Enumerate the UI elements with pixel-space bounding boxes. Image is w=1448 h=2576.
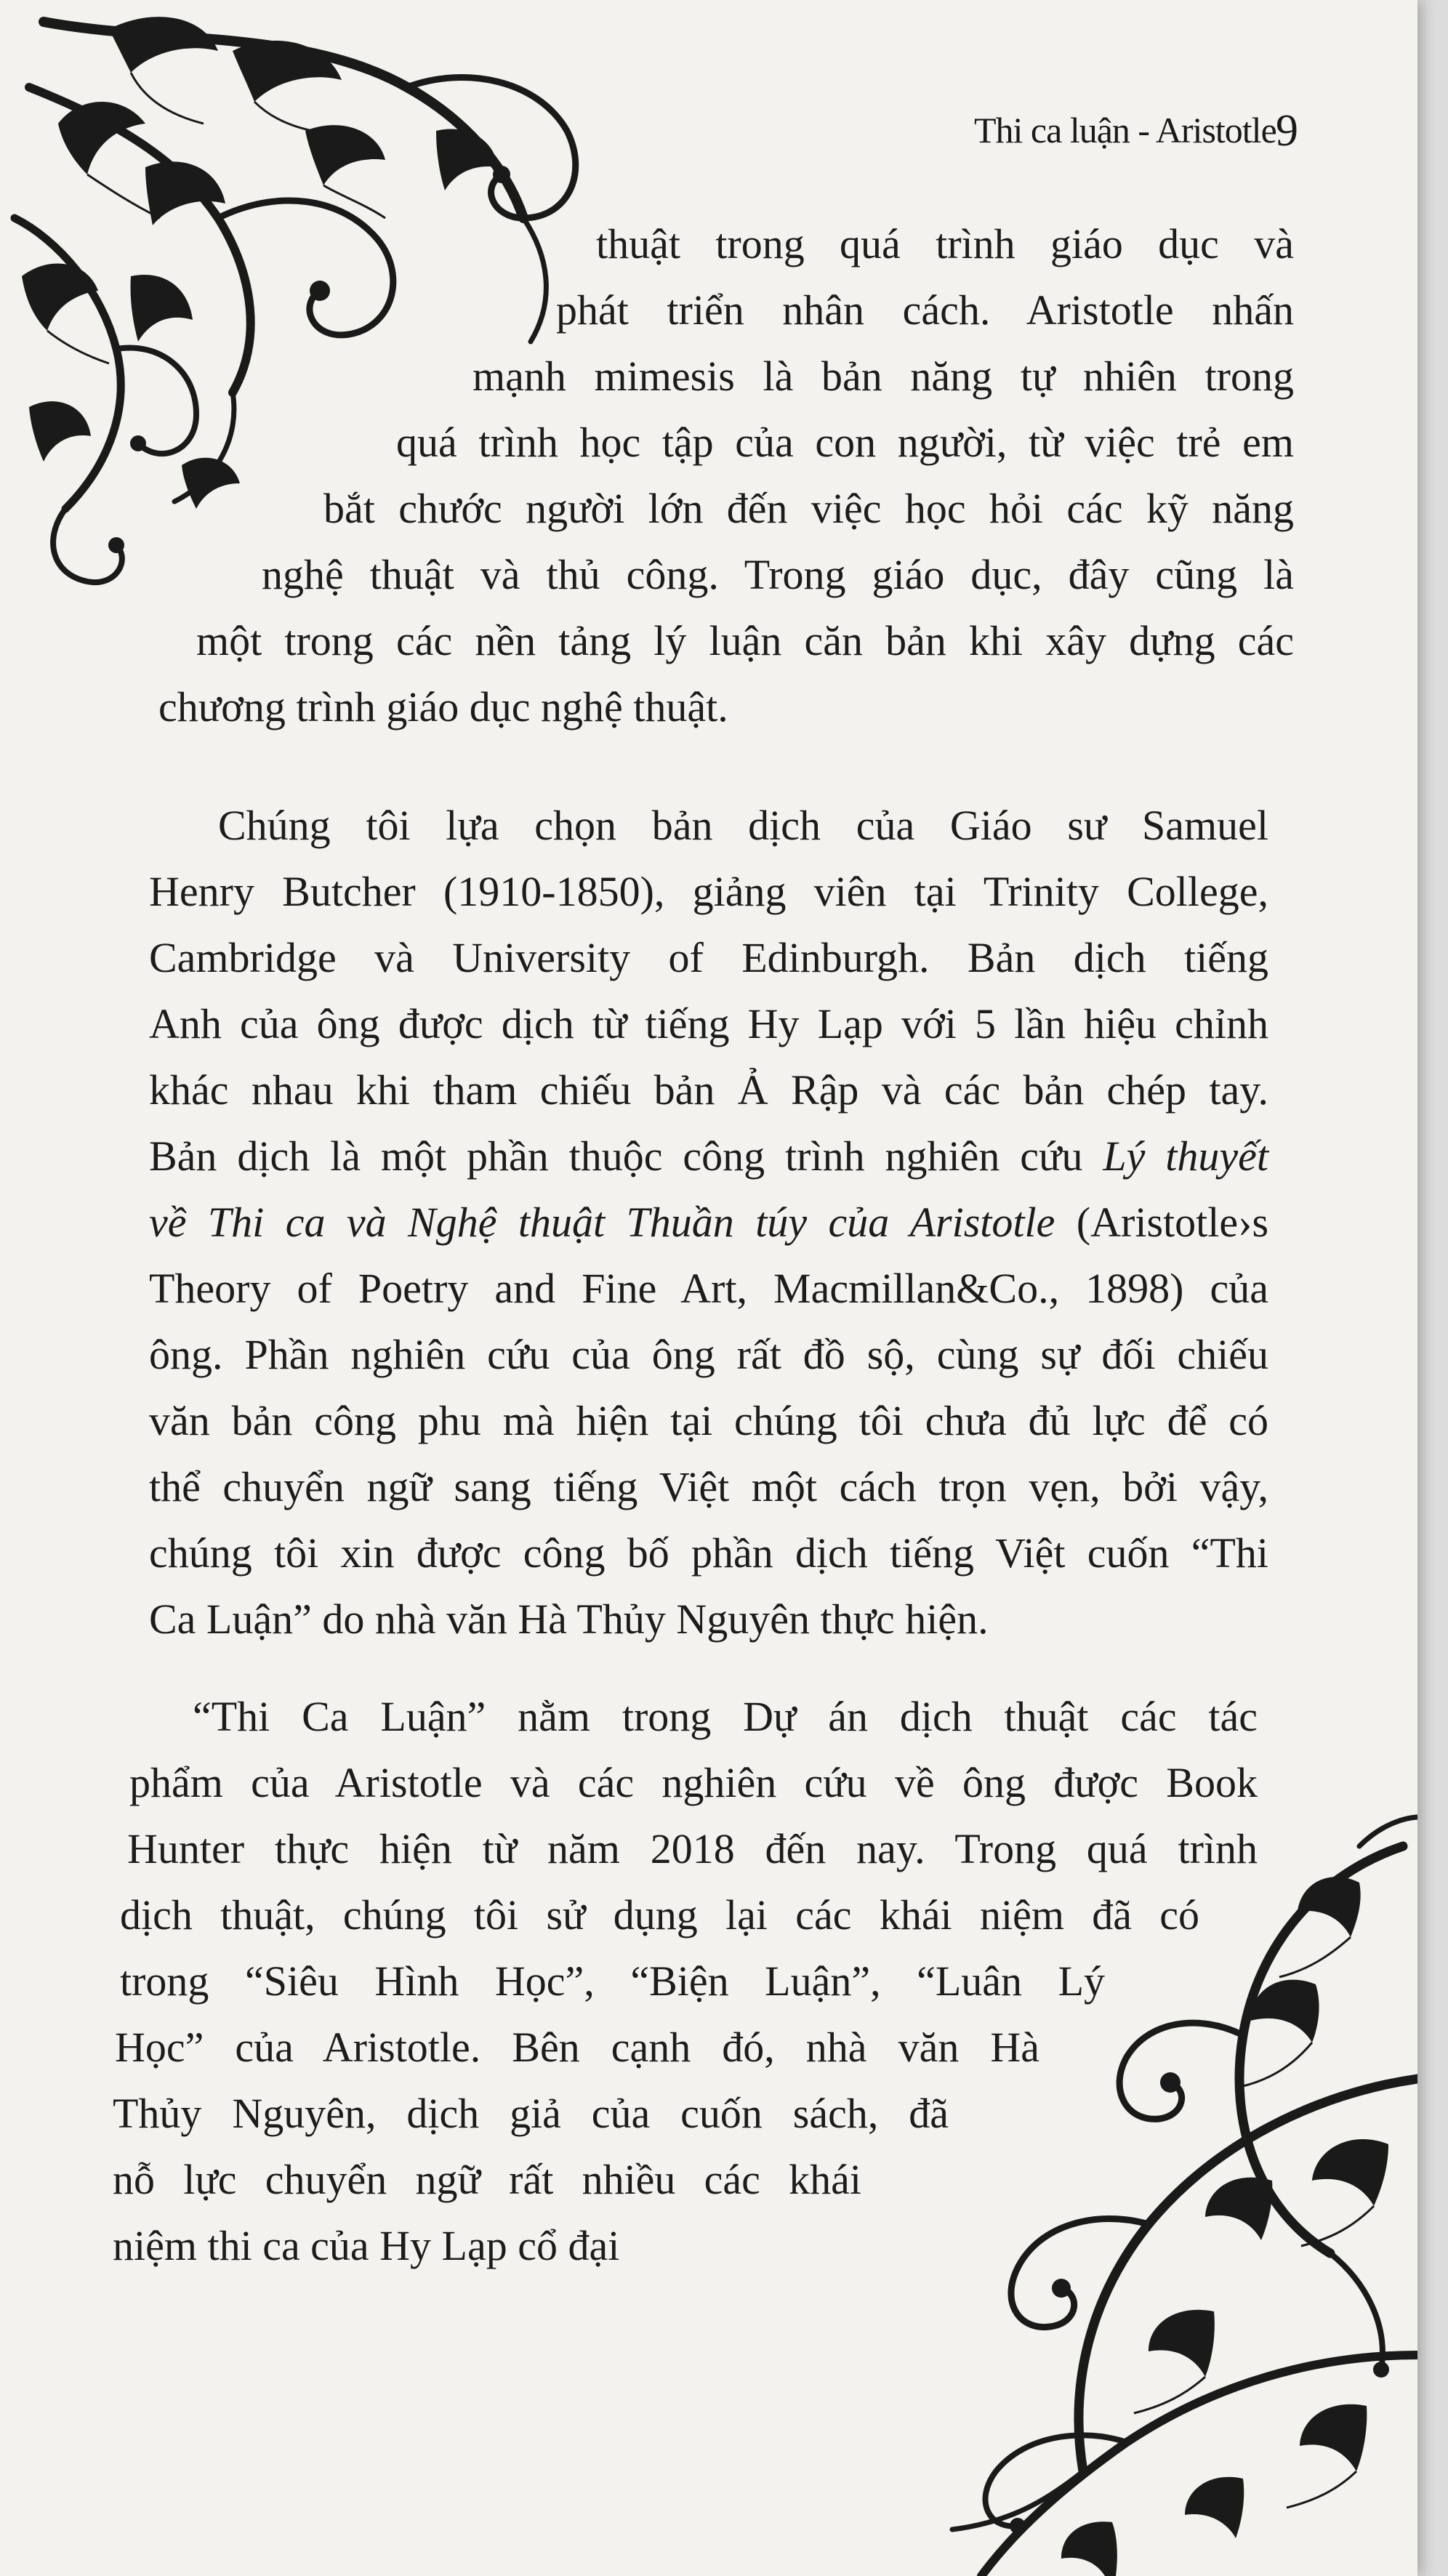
paragraph-3	[0, 1683, 1258, 2279]
text-line: Học” của Aristotle. Bên cạnh đó, nhà văn Hà	[115, 2024, 1039, 2071]
text-line: mạnh mimesis là bản năng tự nhiên trong	[472, 353, 1294, 400]
text-line: Hunter thực hiện từ năm 2018 đến nay. Trong quá trình	[127, 1825, 1258, 1872]
text-line: niệm thi ca của Hy Lạp cổ đại	[113, 2222, 620, 2269]
page-number: 9	[1276, 106, 1298, 156]
text-run: Bản dịch là một phần thuộc công trình nghiên cứu	[149, 1132, 1083, 1180]
text-line: thể chuyển ngữ sang tiếng Việt một cách trọn vẹn, bởi vậy,	[149, 1463, 1268, 1510]
text-line: dịch thuật, chúng tôi sử dụng lại các khái niệm đã có	[120, 1891, 1199, 1939]
text-line: ông. Phần nghiên cứu của ông rất đồ sộ, cùng sự đối chiếu	[149, 1331, 1268, 1378]
text-line: Anh của ông được dịch từ tiếng Hy Lạp với 5 lần hiệu chỉnh	[149, 1000, 1268, 1047]
text-line: “Thi Ca Luận” nằm trong Dự án dịch thuật các tác	[193, 1693, 1258, 1740]
text-line: trong “Siêu Hình Học”, “Biện Luận”, “Luân Lý	[120, 1957, 1105, 2005]
paragraph-1	[0, 211, 1294, 740]
text-line: quá trình học tập của con người, từ việc trẻ em	[396, 419, 1294, 466]
text-line: bắt chước người lớn đến việc học hỏi các kỹ năng	[323, 485, 1294, 532]
text-run: (Aristotle›s	[1076, 1199, 1269, 1246]
text-line: phẩm của Aristotle và các nghiên cứu về ông được Book	[129, 1759, 1258, 1806]
text-line	[149, 1123, 1268, 1189]
text-line: chúng tôi xin được công bố phần dịch tiếng Việt cuốn “Thi	[149, 1529, 1268, 1577]
text-line: Ca Luận” do nhà văn Hà Thủy Nguyên thực hiện.	[149, 1595, 989, 1643]
book-title-part-1: Lý thuyết	[1103, 1132, 1269, 1180]
text-line: Henry Butcher (1910-1850), giảng viên tại Trinity College,	[149, 868, 1268, 915]
text-line: văn bản công phu mà hiện tại chúng tôi chưa đủ lực để có	[149, 1397, 1268, 1444]
text-line: thuật trong quá trình giáo dục và	[596, 220, 1294, 267]
text-line: nỗ lực chuyển ngữ rất nhiều các khái	[113, 2156, 861, 2203]
text-line: khác nhau khi tham chiếu bản Ả Rập và các bản chép tay.	[149, 1066, 1268, 1114]
text-line: nghệ thuật và thủ công. Trong giáo dục, đây cũng là	[262, 551, 1294, 598]
text-line: một trong các nền tảng lý luận căn bản khi xây dựng các	[196, 617, 1294, 664]
text-line: phát triển nhân cách. Aristotle nhấn	[556, 286, 1294, 334]
text-line: Chúng tôi lựa chọn bản dịch của Giáo sư Samuel	[218, 802, 1268, 849]
running-title: Thi ca luận - Aristotle	[974, 110, 1276, 150]
text-line: Theory of Poetry and Fine Art, Macmillan&Co., 1898) của	[149, 1265, 1268, 1312]
book-title-part-2: về Thi ca và Nghệ thuật Thuần túy của Aristotle	[149, 1199, 1055, 1246]
text-line	[149, 1189, 1268, 1255]
text-line: Thủy Nguyên, dịch giả của cuốn sách, đã	[113, 2090, 949, 2137]
paragraph-2	[149, 792, 1268, 1652]
text-line: Cambridge và University of Edinburgh. Bản dịch tiếng	[149, 934, 1268, 981]
text-line: chương trình giáo dục nghệ thuật.	[158, 683, 728, 730]
